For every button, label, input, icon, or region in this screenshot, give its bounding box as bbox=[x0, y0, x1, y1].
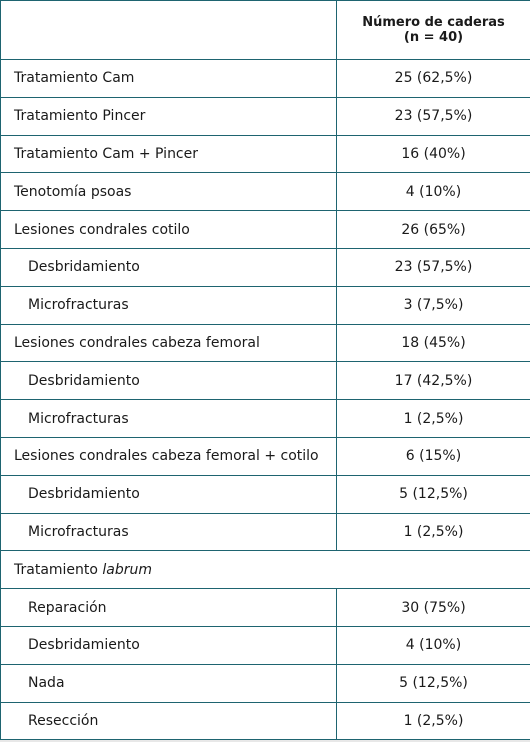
table-row bbox=[1, 437, 530, 475]
row-value: 1 (2,5%) bbox=[337, 702, 530, 740]
row-value: 5 (12,5%) bbox=[337, 664, 530, 702]
row-value: 6 (15%) bbox=[337, 437, 530, 475]
row-value: 4 (10%) bbox=[337, 626, 530, 664]
table-row bbox=[1, 513, 530, 551]
header-hips-count bbox=[337, 1, 530, 60]
table-row bbox=[1, 400, 530, 438]
table-row bbox=[1, 135, 530, 173]
table-row bbox=[1, 475, 530, 513]
table-row bbox=[1, 324, 530, 362]
table-row bbox=[1, 362, 530, 400]
row-label: Nada bbox=[1, 664, 337, 702]
row-value: 3 (7,5%) bbox=[337, 286, 530, 324]
row-label-italic: labrum bbox=[102, 562, 152, 578]
row-label: Microfracturas bbox=[1, 513, 337, 551]
row-label bbox=[1, 551, 337, 589]
table-row bbox=[1, 664, 530, 702]
row-value: 1 (2,5%) bbox=[337, 400, 530, 438]
row-label: Reparación bbox=[1, 589, 337, 627]
table-row bbox=[1, 626, 530, 664]
row-label: Lesiones condrales cabeza femoral bbox=[1, 324, 337, 362]
row-value: 30 (75%) bbox=[337, 589, 530, 627]
table-row bbox=[1, 702, 530, 740]
table-row bbox=[1, 173, 530, 211]
row-label: Microfracturas bbox=[1, 286, 337, 324]
row-value: 5 (12,5%) bbox=[337, 475, 530, 513]
row-label: Desbridamiento bbox=[1, 626, 337, 664]
row-value: 18 (45%) bbox=[337, 324, 530, 362]
row-label: Tratamiento Cam + Pincer bbox=[1, 135, 337, 173]
header-hips-count-line2: (n = 40) bbox=[404, 30, 463, 45]
row-label: Lesiones condrales cotilo bbox=[1, 211, 337, 249]
row-label: Desbridamiento bbox=[1, 475, 337, 513]
row-value: 23 (57,5%) bbox=[337, 97, 530, 135]
row-label: Tratamiento Pincer bbox=[1, 97, 337, 135]
row-label: Microfracturas bbox=[1, 400, 337, 438]
row-value: 16 (40%) bbox=[337, 135, 530, 173]
row-label-prefix: Tratamiento bbox=[14, 562, 102, 578]
table-row bbox=[1, 60, 530, 98]
table-row bbox=[1, 248, 530, 286]
table-row bbox=[1, 286, 530, 324]
table-row bbox=[1, 97, 530, 135]
row-value: 1 (2,5%) bbox=[337, 513, 530, 551]
row-label: Tenotomía psoas bbox=[1, 173, 337, 211]
row-label: Resección bbox=[1, 702, 337, 740]
row-value: 26 (65%) bbox=[337, 211, 530, 249]
header-hips-count-line1: Número de caderas bbox=[362, 15, 505, 30]
table-row bbox=[1, 211, 530, 249]
row-value: 25 (62,5%) bbox=[337, 60, 530, 98]
row-label: Desbridamiento bbox=[1, 362, 337, 400]
row-value: 4 (10%) bbox=[337, 173, 530, 211]
header-empty-cell bbox=[1, 1, 337, 60]
table-header-row bbox=[1, 1, 530, 60]
row-label: Tratamiento Cam bbox=[1, 60, 337, 98]
row-label: Lesiones condrales cabeza femoral + cotilo bbox=[1, 437, 337, 475]
row-value: 23 (57,5%) bbox=[337, 248, 530, 286]
row-value bbox=[337, 551, 530, 589]
table-row-section-labrum bbox=[1, 551, 530, 589]
table-row bbox=[1, 589, 530, 627]
row-value: 17 (42,5%) bbox=[337, 362, 530, 400]
row-label: Desbridamiento bbox=[1, 248, 337, 286]
